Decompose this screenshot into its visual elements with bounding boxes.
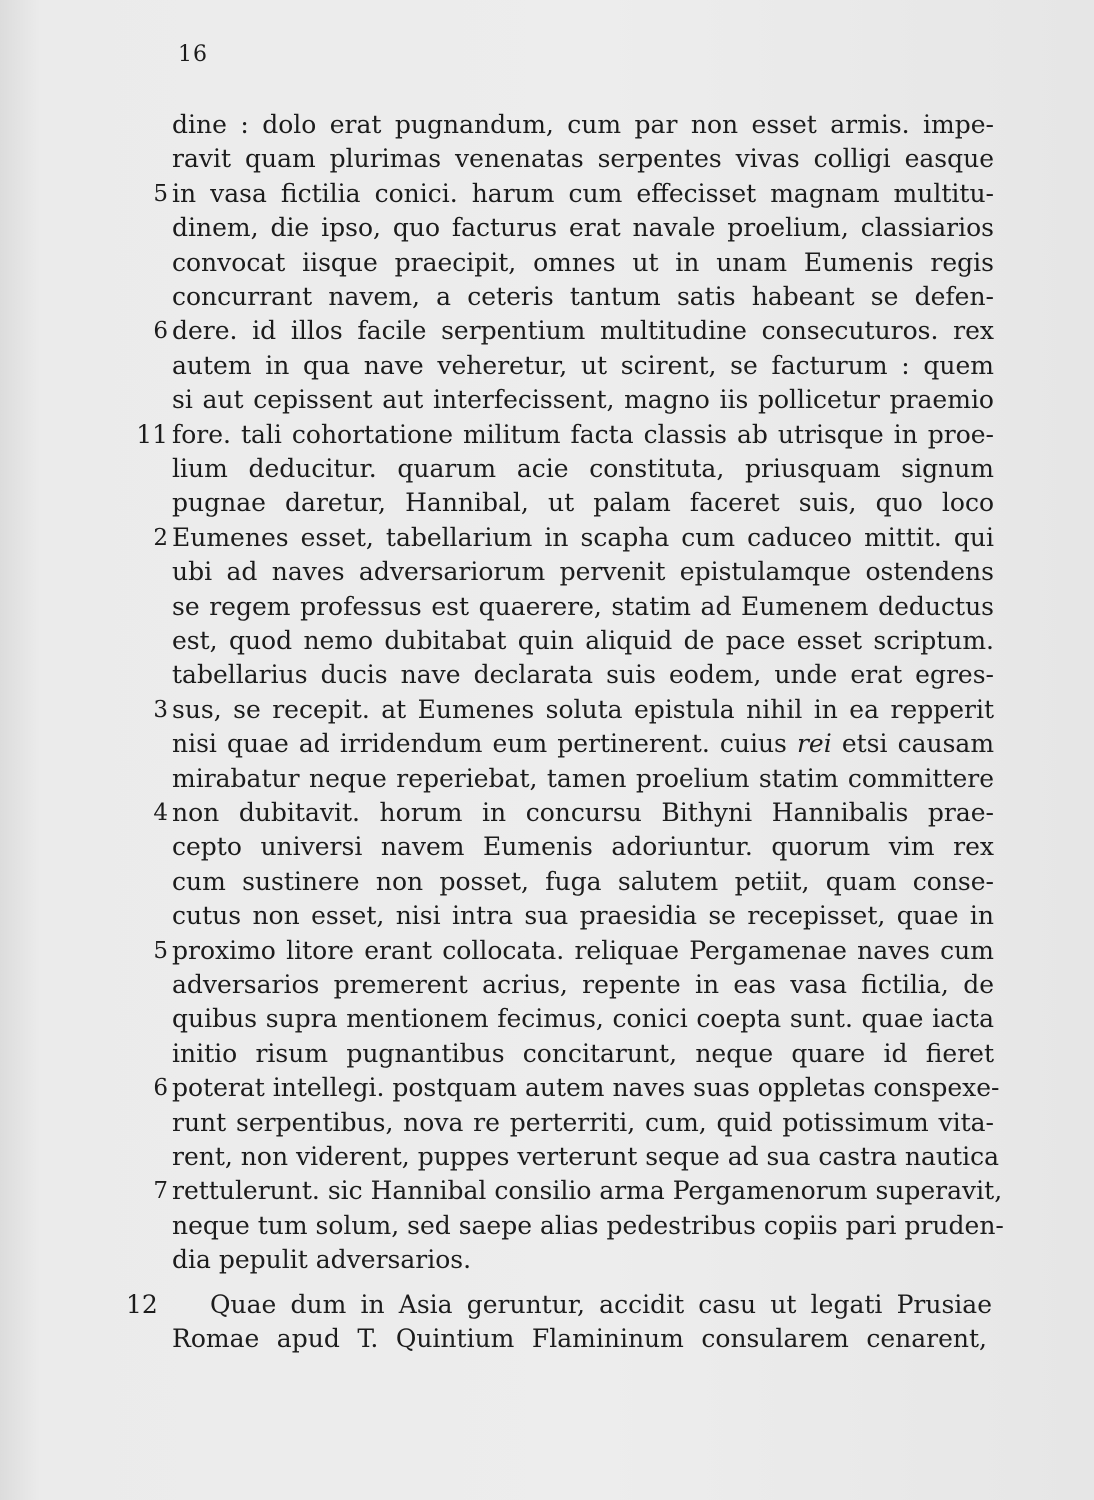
- text-line: [172, 729, 994, 759]
- text-line: pugnae daretur, Hannibal, ut palam faceret suis, quo loco: [172, 488, 994, 518]
- section-number: 11: [136, 419, 168, 449]
- text-line: est, quod nemo dubitabat quin aliquid de pace esset scriptum.: [172, 626, 994, 655]
- text-line: Romae apud T. Quintium Flamininum consularem cenarent,: [172, 1324, 987, 1353]
- text-line: ravit quam plurimas venenatas serpentes vivas colligi easque: [172, 144, 994, 174]
- text-line: dere. id illos facile serpentium multitudine consecuturos. rex: [172, 316, 994, 346]
- text-line: dine : dolo erat pugnandum, cum par non esset armis. impe-: [172, 110, 994, 139]
- text-line: adversarios premerent acrius, repente in eas vasa fictilia, de: [172, 970, 994, 999]
- text-segment: etsi causam: [841, 729, 995, 759]
- text-line: fore. tali cohortatione militum facta classis ab utrisque in proe-: [172, 419, 994, 449]
- text-line: poterat intellegi. postquam autem naves suas oppletas conspexe-: [172, 1073, 1000, 1103]
- text-line: concurrant navem, a ceteris tantum satis habeant se defen-: [172, 282, 994, 311]
- italic-word: rei: [796, 729, 832, 759]
- text-line: quibus supra mentionem fecimus, conici coepta sunt. quae iacta: [172, 1004, 994, 1034]
- text-line: lium deducitur. quarum acie constituta, priusquam signum: [172, 454, 994, 483]
- section-number: 6: [153, 318, 168, 345]
- text-line: dia pepulit adversarios.: [172, 1245, 472, 1275]
- text-segment: nisi quae ad irridendum eum pertinerent. cuius: [172, 729, 787, 759]
- chapter-number: 12: [126, 1289, 158, 1319]
- text-line: in vasa fictilia conici. harum cum effecisset magnam multitu-: [172, 178, 994, 208]
- text-line: initio risum pugnantibus concitarunt, neque quare id fieret: [172, 1038, 994, 1068]
- text-line: convocat iisque praecipit, omnes ut in unam Eumenis regis: [172, 247, 994, 277]
- text-line: cepto universi navem Eumenis adoriuntur. quorum vim rex: [172, 832, 994, 862]
- text-line: tabellarius ducis nave declarata suis eodem, unde erat egres-: [172, 660, 994, 690]
- text-line: non dubitavit. horum in concursu Bithyni Hannibalis prae-: [172, 798, 994, 827]
- section-number: 4: [153, 800, 168, 826]
- text-line: mirabatur neque reperiebat, tamen proelium statim committere: [172, 763, 994, 793]
- page-number: 16: [178, 42, 208, 67]
- section-number: 3: [153, 696, 168, 723]
- text-line: proximo litore erant collocata. reliquae Pergamenae naves cum: [172, 935, 994, 965]
- text-line: autem in qua nave veheretur, ut scirent, se facturum : quem: [172, 350, 994, 380]
- text-line: ubi ad naves adversariorum pervenit epistulamque ostendens: [172, 557, 994, 587]
- section-number: 6: [153, 1075, 168, 1102]
- text-line: rent, non viderent, puppes verterunt seque ad sua castra nautica: [172, 1142, 999, 1171]
- text-line: si aut cepissent aut interfecissent, magno iis pollicetur praemio: [172, 385, 994, 415]
- text-line: Quae dum in Asia geruntur, accidit casu ut legati Prusiae: [210, 1289, 992, 1319]
- text-line: sus, se recepit. at Eumenes soluta epistula nihil in ea repperit: [172, 694, 994, 724]
- text-line: runt serpentibus, nova re perterriti, cum, quid potissimum vita-: [172, 1107, 994, 1137]
- section-number: 5: [153, 937, 168, 964]
- text-line: Eumenes esset, tabellarium in scapha cum caduceo mittit. qui: [172, 522, 994, 552]
- section-number: 2: [153, 524, 168, 551]
- section-number: 5: [153, 180, 168, 207]
- text-line: se regem professus est quaerere, statim ad Eumenem deductus: [172, 591, 994, 621]
- text-line: neque tum solum, sed saepe alias pedestribus copiis pari pruden-: [172, 1210, 1004, 1240]
- text-line: rettulerunt. sic Hannibal consilio arma Pergamenorum superavit,: [172, 1176, 1003, 1206]
- section-number: 7: [153, 1178, 168, 1205]
- text-line: dinem, die ipso, quo facturus erat navale proelium, classiarios: [172, 213, 994, 243]
- text-line: cum sustinere non posset, fuga salutem petiit, quam conse-: [172, 866, 994, 896]
- text-line: cutus non esset, nisi intra sua praesidia se recepisset, quae in: [172, 901, 994, 931]
